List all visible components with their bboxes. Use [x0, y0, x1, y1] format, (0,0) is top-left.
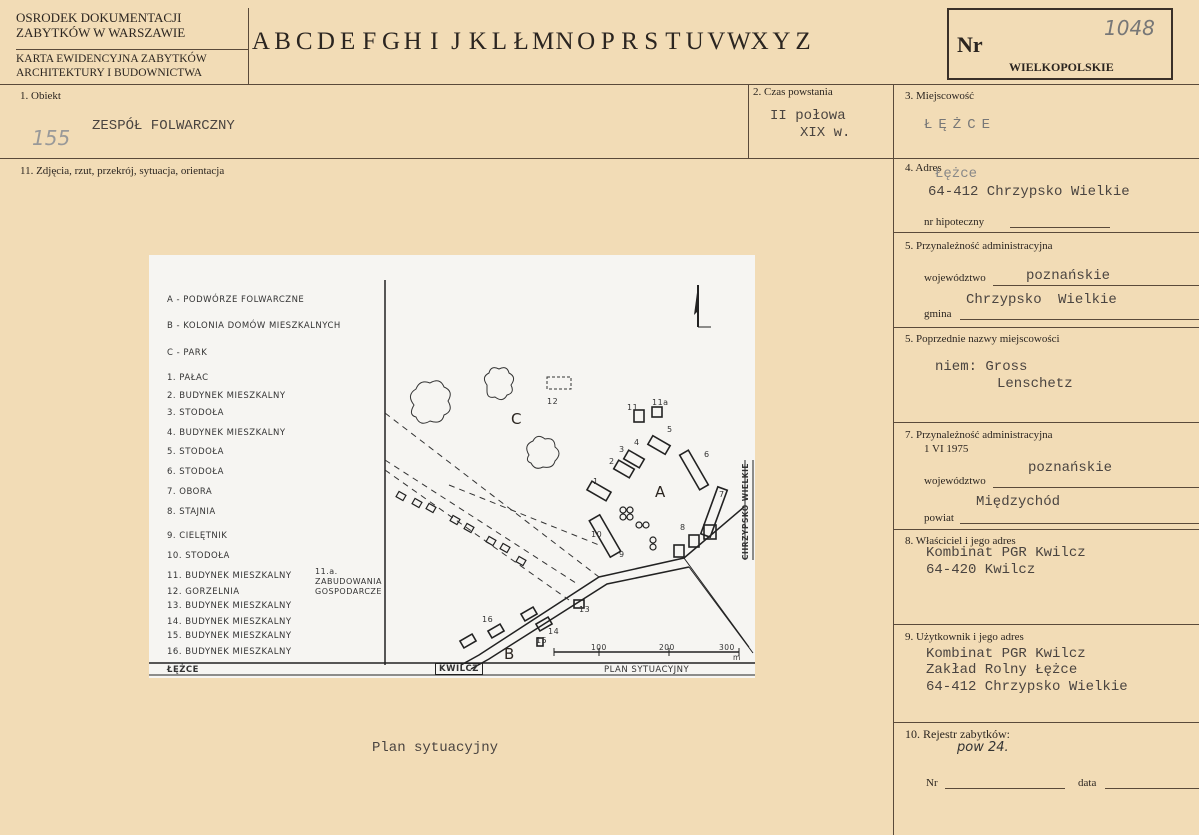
legend-item: 10. STODOŁA: [167, 551, 230, 561]
woj-label: województwo: [924, 272, 986, 284]
legend-item: 8. STAJNIA: [167, 507, 216, 517]
index-letter: M: [531, 28, 555, 55]
building-number: 11: [627, 403, 639, 412]
card-line-1: KARTA EWIDENCYJNA ZABYTKÓW: [16, 53, 207, 65]
gmina-label: gmina: [924, 308, 952, 320]
index-letter: F: [362, 28, 377, 55]
czas-value-2: XIX w.: [800, 125, 851, 141]
road-label: CHRZYPSKO WIELKIE: [741, 463, 750, 560]
miejscowosc-label: 3. Miejscowość: [905, 90, 975, 102]
note-11a-line-1: 11.a.: [315, 567, 338, 576]
legend-item: A - PODWÓRZE FOLWARCZNE: [167, 295, 305, 305]
index-letter: Y: [772, 28, 791, 55]
building-number: 16: [482, 615, 494, 624]
powiat-value: Międzychód: [976, 494, 1061, 510]
plan-footer-right: PLAN SYTUACYJNY: [604, 665, 690, 675]
nr-box: [947, 8, 1173, 80]
index-letter: X: [750, 28, 769, 55]
wlasciciel-line-2: 64-420 Kwilcz: [926, 562, 1036, 578]
index-letter: L: [491, 28, 508, 55]
plan-letter-c: C: [511, 410, 522, 428]
scale-300: 300: [719, 643, 735, 652]
index-letter: Z: [795, 28, 811, 55]
hipoteczny-label: nr hipoteczny: [924, 216, 985, 228]
plan-footer-left: ŁĘŻCE: [167, 665, 199, 675]
plan-letter-a: A: [655, 483, 666, 501]
building-number: 1: [593, 477, 599, 486]
index-letter: C: [295, 28, 313, 55]
situation-plan: [149, 255, 755, 678]
scale-100: 100: [591, 643, 607, 652]
poprz-label: 5. Poprzednie nazwy miejscowości: [905, 333, 1060, 345]
index-letter: I: [430, 28, 439, 55]
index-letter: V: [707, 28, 726, 55]
index-letter: T: [665, 28, 681, 55]
woj75-label: województwo: [924, 475, 986, 487]
org-line-1: OSRODEK DOKUMENTACJI: [16, 10, 182, 25]
building-number: 9: [619, 550, 625, 559]
legend-item: 15. BUDYNEK MIESZKALNY: [167, 631, 292, 641]
gmina-value: Chrzypsko Wielkie: [966, 292, 1117, 308]
plan-caption: Plan sytuacyjny: [372, 740, 499, 756]
obiekt-value: ZESPÓŁ FOLWARCZNY: [92, 118, 235, 134]
index-letter: Ł: [513, 28, 529, 55]
rejestr-label: 10. Rejestr zabytków:: [905, 727, 1010, 741]
index-letter: K: [468, 28, 487, 55]
rejestr-nr-label: Nr: [926, 777, 938, 789]
building-number: 14: [548, 627, 560, 636]
admin-label: 5. Przynależność administracyjna: [905, 240, 1053, 252]
building-number: 3: [619, 445, 625, 454]
powiat-label: powiat: [924, 512, 954, 524]
index-letter: A: [251, 28, 270, 55]
legend-item: 13. BUDYNEK MIESZKALNY: [167, 601, 292, 611]
legend-item: 9. CIELĘTNIK: [167, 531, 228, 541]
uzytkownik-line-2: Zakład Rolny Łężce: [926, 662, 1078, 678]
building-number: 15: [536, 636, 548, 645]
adres-line-2: 64-412 Chrzypsko Wielkie: [928, 184, 1130, 200]
czas-label: 2. Czas powstania: [753, 86, 833, 98]
adres-line-1: Łężce: [935, 166, 978, 182]
building-number: 8: [680, 523, 686, 532]
building-number: 13: [579, 605, 591, 614]
scale-200: 200: [659, 643, 675, 652]
legend-item: 5. STODOŁA: [167, 447, 224, 457]
index-letter: H: [403, 28, 422, 55]
poprz-line-1: niem: Gross: [935, 359, 1028, 375]
uzytkownik-label: 9. Użytkownik i jego adres: [905, 631, 1024, 643]
obiekt-label: 1. Obiekt: [20, 90, 61, 102]
scale-unit: m: [733, 653, 741, 662]
rejestr-data-label: data: [1078, 777, 1097, 789]
legend-item: 4. BUDYNEK MIESZKALNY: [167, 428, 286, 438]
obiekt-number: 155: [32, 126, 71, 150]
building-number: 12: [547, 397, 559, 406]
legend-item: 11. BUDYNEK MIESZKALNY: [167, 571, 292, 581]
index-letter: W: [727, 28, 751, 55]
legend-item: 14. BUDYNEK MIESZKALNY: [167, 617, 292, 627]
card-title: [16, 52, 207, 80]
index-letter: B: [274, 28, 291, 55]
nr-value: 1048: [1104, 16, 1155, 40]
note-11a-line-2: ZABUDOWANIA: [315, 577, 383, 586]
admin75-label: 7. Przynależność administracyjna: [905, 429, 1053, 441]
index-letter: S: [644, 28, 659, 55]
region-label: WIELKOPOLSKIE: [1009, 60, 1114, 74]
wlasciciel-label: 8. Właściciel i jego adres: [905, 535, 1016, 547]
building-number: 6: [704, 450, 710, 459]
uzytkownik-line-1: Kombinat PGR Kwilcz: [926, 646, 1086, 662]
index-letter: J: [451, 28, 461, 55]
building-number: 5: [667, 425, 673, 434]
czas-value-1: II połowa: [770, 108, 846, 124]
index-letter: U: [685, 28, 704, 55]
legend-item: C - PARK: [167, 348, 208, 358]
index-letter: P: [600, 28, 615, 55]
card-line-2: ARCHITEKTURY I BUDOWNICTWA: [16, 67, 203, 79]
index-letter: E: [339, 28, 356, 55]
rejestr-value: pow 24.: [957, 740, 1009, 755]
building-number: 7: [719, 490, 725, 499]
note-11a-line-3: GOSPODARCZE: [315, 587, 382, 596]
plan-letter-b: B: [504, 645, 515, 663]
legend-item: 12. GORZELNIA: [167, 587, 240, 597]
adres-label: 4. Adres: [905, 162, 942, 174]
legend-item: 6. STODOŁA: [167, 467, 224, 477]
legend-item: 16. BUDYNEK MIESZKALNY: [167, 647, 292, 657]
poprz-line-2: Lenschetz: [997, 376, 1073, 392]
building-number: 4: [634, 438, 640, 447]
woj-value: poznańskie: [1026, 268, 1111, 284]
legend-item: 1. PAŁAC: [167, 373, 209, 383]
org-line-2: ZABYTKÓW W WARSZAWIE: [16, 25, 186, 40]
building-number: 11a: [652, 398, 669, 407]
admin75-date: 1 VI 1975: [924, 443, 969, 455]
building-number: 2: [609, 457, 615, 466]
index-letter: O: [577, 28, 596, 55]
plan-footer-mid: KWILCZ: [435, 663, 483, 675]
building-number: 10: [591, 530, 603, 539]
uzytkownik-line-3: 64-412 Chrzypsko Wielkie: [926, 679, 1128, 695]
wlasciciel-line-1: Kombinat PGR Kwilcz: [926, 545, 1086, 561]
index-letter: D: [316, 28, 335, 55]
zdjecia-label: 11. Zdjęcia, rzut, przekrój, sytuacja, orientacja: [20, 165, 225, 177]
legend-item: 2. BUDYNEK MIESZKALNY: [167, 391, 286, 401]
org-name: [16, 10, 185, 40]
note-11a: [315, 567, 382, 597]
legend-item: 3. STODOŁA: [167, 408, 224, 418]
legend-item: 7. OBORA: [167, 487, 213, 497]
index-letter: R: [621, 28, 638, 55]
index-letter: G: [381, 28, 400, 55]
index-letter: N: [555, 28, 574, 55]
miejscowosc-value: ŁĘŻCE: [924, 117, 997, 133]
woj75-value: poznańskie: [1028, 460, 1113, 476]
alphabet-index: [250, 28, 814, 56]
nr-label: Nr: [957, 32, 983, 57]
legend-item: B - KOLONIA DOMÓW MIESZKALNYCH: [167, 321, 341, 331]
